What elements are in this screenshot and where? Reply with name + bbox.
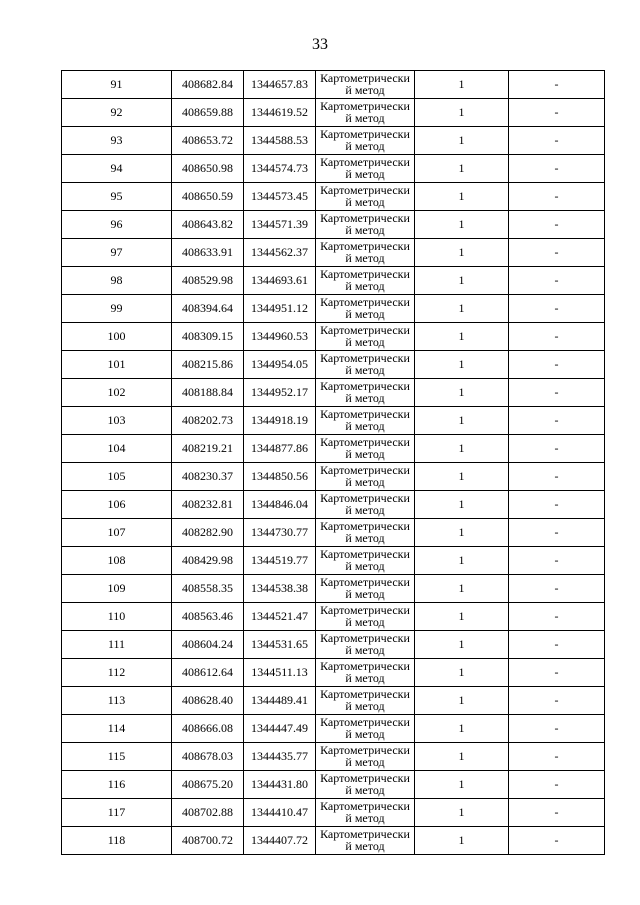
point-number-cell: 115 [62,743,172,771]
table-row [62,799,605,827]
table-row [62,71,605,99]
table-row [62,351,605,379]
note-cell: - [509,771,605,799]
precision-cell: 1 [415,631,509,659]
method-text-line: й метод [345,699,385,713]
note-cell: - [509,715,605,743]
method-cell [316,211,415,239]
x-coordinate-cell: 408628.40 [172,687,244,715]
table-row [62,491,605,519]
point-number-cell: 100 [62,323,172,351]
table-row [62,155,605,183]
method-cell [316,323,415,351]
x-coordinate-cell: 408558.35 [172,575,244,603]
y-coordinate-cell: 1344877.86 [244,435,316,463]
method-text-line: й метод [345,279,385,293]
note-cell: - [509,351,605,379]
method-text-line: Картометрически [320,239,410,253]
precision-cell: 1 [415,799,509,827]
table-row [62,603,605,631]
method-text-line: й метод [345,335,385,349]
method-text-line: й метод [345,811,385,825]
note-cell: - [509,687,605,715]
note-cell: - [509,603,605,631]
method-text-line: й метод [345,223,385,237]
method-text-line: Картометрически [320,407,410,421]
table-row [62,239,605,267]
note-cell: - [509,267,605,295]
method-text-line: Картометрически [320,183,410,197]
point-number-cell: 103 [62,407,172,435]
method-text-line: Картометрически [320,519,410,533]
y-coordinate-cell: 1344619.52 [244,99,316,127]
method-text-line: Картометрически [320,687,410,701]
table-row [62,435,605,463]
precision-cell: 1 [415,71,509,99]
method-cell [316,631,415,659]
method-cell [316,743,415,771]
method-text-line: й метод [345,783,385,797]
note-cell: - [509,799,605,827]
x-coordinate-cell: 408202.73 [172,407,244,435]
precision-cell: 1 [415,575,509,603]
note-cell: - [509,827,605,855]
y-coordinate-cell: 1344850.56 [244,463,316,491]
method-cell [316,463,415,491]
x-coordinate-cell: 408633.91 [172,239,244,267]
method-cell [316,127,415,155]
table-row [62,379,605,407]
table-row [62,631,605,659]
note-cell: - [509,99,605,127]
table-row [62,407,605,435]
method-cell [316,295,415,323]
method-text-line: Картометрически [320,715,410,729]
method-text-line: Картометрически [320,575,410,589]
method-text-line: й метод [345,195,385,209]
method-text-line: й метод [345,419,385,433]
point-number-cell: 109 [62,575,172,603]
x-coordinate-cell: 408666.08 [172,715,244,743]
y-coordinate-cell: 1344574.73 [244,155,316,183]
y-coordinate-cell: 1344952.17 [244,379,316,407]
method-cell [316,603,415,631]
y-coordinate-cell: 1344960.53 [244,323,316,351]
precision-cell: 1 [415,407,509,435]
method-text-line: й метод [345,615,385,629]
method-text-line: й метод [345,475,385,489]
method-text-line: й метод [345,391,385,405]
method-text-line: й метод [345,671,385,685]
y-coordinate-cell: 1344519.77 [244,547,316,575]
point-number-cell: 92 [62,99,172,127]
method-text-line: й метод [345,447,385,461]
note-cell: - [509,463,605,491]
y-coordinate-cell: 1344730.77 [244,519,316,547]
method-text-line: Картометрически [320,827,410,841]
method-cell [316,491,415,519]
method-text-line: й метод [345,307,385,321]
point-number-cell: 91 [62,71,172,99]
method-text-line: Картометрически [320,491,410,505]
table-row [62,127,605,155]
method-cell [316,99,415,127]
coordinates-table [61,70,605,855]
y-coordinate-cell: 1344447.49 [244,715,316,743]
method-text-line: Картометрически [320,379,410,393]
precision-cell: 1 [415,715,509,743]
method-cell [316,71,415,99]
precision-cell: 1 [415,491,509,519]
point-number-cell: 112 [62,659,172,687]
method-text-line: Картометрически [320,743,410,757]
y-coordinate-cell: 1344511.13 [244,659,316,687]
x-coordinate-cell: 408563.46 [172,603,244,631]
y-coordinate-cell: 1344435.77 [244,743,316,771]
point-number-cell: 113 [62,687,172,715]
x-coordinate-cell: 408650.98 [172,155,244,183]
x-coordinate-cell: 408659.88 [172,99,244,127]
precision-cell: 1 [415,743,509,771]
point-number-cell: 110 [62,603,172,631]
note-cell: - [509,575,605,603]
x-coordinate-cell: 408232.81 [172,491,244,519]
method-text-line: Картометрически [320,267,410,281]
method-text-line: Картометрически [320,771,410,785]
y-coordinate-cell: 1344571.39 [244,211,316,239]
precision-cell: 1 [415,239,509,267]
method-text-line: Картометрически [320,211,410,225]
point-number-cell: 98 [62,267,172,295]
table-row [62,715,605,743]
method-text-line: й метод [345,111,385,125]
method-text-line: Картометрически [320,659,410,673]
point-number-cell: 116 [62,771,172,799]
method-text-line: Картометрически [320,463,410,477]
y-coordinate-cell: 1344531.65 [244,631,316,659]
table-row [62,519,605,547]
y-coordinate-cell: 1344431.80 [244,771,316,799]
point-number-cell: 117 [62,799,172,827]
method-text-line: Картометрически [320,547,410,561]
note-cell: - [509,239,605,267]
x-coordinate-cell: 408653.72 [172,127,244,155]
point-number-cell: 114 [62,715,172,743]
y-coordinate-cell: 1344846.04 [244,491,316,519]
point-number-cell: 101 [62,351,172,379]
x-coordinate-cell: 408643.82 [172,211,244,239]
y-coordinate-cell: 1344521.47 [244,603,316,631]
method-cell [316,239,415,267]
precision-cell: 1 [415,771,509,799]
point-number-cell: 95 [62,183,172,211]
precision-cell: 1 [415,155,509,183]
method-text-line: Картометрически [320,99,410,113]
point-number-cell: 94 [62,155,172,183]
x-coordinate-cell: 408230.37 [172,463,244,491]
x-coordinate-cell: 408678.03 [172,743,244,771]
method-text-line: й метод [345,727,385,741]
method-cell [316,155,415,183]
x-coordinate-cell: 408604.24 [172,631,244,659]
method-cell [316,799,415,827]
table-row [62,99,605,127]
precision-cell: 1 [415,99,509,127]
method-text-line: й метод [345,83,385,97]
y-coordinate-cell: 1344588.53 [244,127,316,155]
note-cell: - [509,295,605,323]
note-cell: - [509,127,605,155]
note-cell: - [509,491,605,519]
note-cell: - [509,211,605,239]
method-cell [316,575,415,603]
table-row [62,183,605,211]
y-coordinate-cell: 1344538.38 [244,575,316,603]
note-cell: - [509,631,605,659]
table-row [62,323,605,351]
method-text-line: Картометрически [320,155,410,169]
method-text-line: Картометрически [320,631,410,645]
note-cell: - [509,519,605,547]
note-cell: - [509,435,605,463]
point-number-cell: 102 [62,379,172,407]
x-coordinate-cell: 408215.86 [172,351,244,379]
coordinates-table-body [62,71,605,855]
point-number-cell: 93 [62,127,172,155]
method-cell [316,687,415,715]
method-text-line: Картометрически [320,127,410,141]
y-coordinate-cell: 1344693.61 [244,267,316,295]
point-number-cell: 99 [62,295,172,323]
method-cell [316,435,415,463]
method-text-line: Картометрически [320,351,410,365]
table-row [62,547,605,575]
method-cell [316,547,415,575]
note-cell: - [509,71,605,99]
method-text-line: Картометрически [320,71,410,85]
method-text-line: й метод [345,139,385,153]
precision-cell: 1 [415,687,509,715]
note-cell: - [509,659,605,687]
y-coordinate-cell: 1344562.37 [244,239,316,267]
y-coordinate-cell: 1344951.12 [244,295,316,323]
x-coordinate-cell: 408612.64 [172,659,244,687]
note-cell: - [509,547,605,575]
note-cell: - [509,323,605,351]
point-number-cell: 97 [62,239,172,267]
point-number-cell: 107 [62,519,172,547]
y-coordinate-cell: 1344489.41 [244,687,316,715]
method-text-line: й метод [345,839,385,853]
y-coordinate-cell: 1344954.05 [244,351,316,379]
x-coordinate-cell: 408394.64 [172,295,244,323]
point-number-cell: 104 [62,435,172,463]
table-row [62,267,605,295]
x-coordinate-cell: 408429.98 [172,547,244,575]
precision-cell: 1 [415,827,509,855]
precision-cell: 1 [415,351,509,379]
table-row [62,827,605,855]
y-coordinate-cell: 1344573.45 [244,183,316,211]
method-cell [316,351,415,379]
method-text-line: й метод [345,167,385,181]
precision-cell: 1 [415,295,509,323]
x-coordinate-cell: 408188.84 [172,379,244,407]
method-text-line: й метод [345,503,385,517]
precision-cell: 1 [415,463,509,491]
note-cell: - [509,183,605,211]
y-coordinate-cell: 1344407.72 [244,827,316,855]
method-cell [316,771,415,799]
method-text-line: й метод [345,643,385,657]
method-cell [316,827,415,855]
method-text-line: й метод [345,251,385,265]
precision-cell: 1 [415,267,509,295]
table-row [62,659,605,687]
precision-cell: 1 [415,183,509,211]
y-coordinate-cell: 1344657.83 [244,71,316,99]
y-coordinate-cell: 1344918.19 [244,407,316,435]
method-cell [316,715,415,743]
precision-cell: 1 [415,211,509,239]
method-cell [316,659,415,687]
page-number: 33 [312,36,328,53]
note-cell: - [509,407,605,435]
x-coordinate-cell: 408702.88 [172,799,244,827]
method-cell [316,407,415,435]
method-text-line: Картометрически [320,799,410,813]
table-row [62,743,605,771]
x-coordinate-cell: 408282.90 [172,519,244,547]
method-text-line: Картометрически [320,603,410,617]
table-row [62,463,605,491]
point-number-cell: 111 [62,631,172,659]
note-cell: - [509,155,605,183]
point-number-cell: 108 [62,547,172,575]
x-coordinate-cell: 408700.72 [172,827,244,855]
x-coordinate-cell: 408529.98 [172,267,244,295]
method-cell [316,267,415,295]
method-text-line: Картометрически [320,295,410,309]
point-number-cell: 118 [62,827,172,855]
point-number-cell: 105 [62,463,172,491]
method-cell [316,379,415,407]
table-row [62,771,605,799]
precision-cell: 1 [415,659,509,687]
precision-cell: 1 [415,323,509,351]
table-row [62,295,605,323]
table-row [62,575,605,603]
method-text-line: й метод [345,587,385,601]
x-coordinate-cell: 408219.21 [172,435,244,463]
method-cell [316,519,415,547]
method-text-line: й метод [345,363,385,377]
x-coordinate-cell: 408675.20 [172,771,244,799]
precision-cell: 1 [415,435,509,463]
method-text-line: й метод [345,531,385,545]
point-number-cell: 106 [62,491,172,519]
x-coordinate-cell: 408309.15 [172,323,244,351]
table-row [62,211,605,239]
method-text-line: й метод [345,755,385,769]
point-number-cell: 96 [62,211,172,239]
precision-cell: 1 [415,547,509,575]
x-coordinate-cell: 408682.84 [172,71,244,99]
method-text-line: й метод [345,559,385,573]
note-cell: - [509,379,605,407]
precision-cell: 1 [415,603,509,631]
precision-cell: 1 [415,379,509,407]
method-text-line: Картометрически [320,323,410,337]
x-coordinate-cell: 408650.59 [172,183,244,211]
y-coordinate-cell: 1344410.47 [244,799,316,827]
table-row [62,687,605,715]
method-text-line: Картометрически [320,435,410,449]
method-cell [316,183,415,211]
precision-cell: 1 [415,519,509,547]
note-cell: - [509,743,605,771]
precision-cell: 1 [415,127,509,155]
